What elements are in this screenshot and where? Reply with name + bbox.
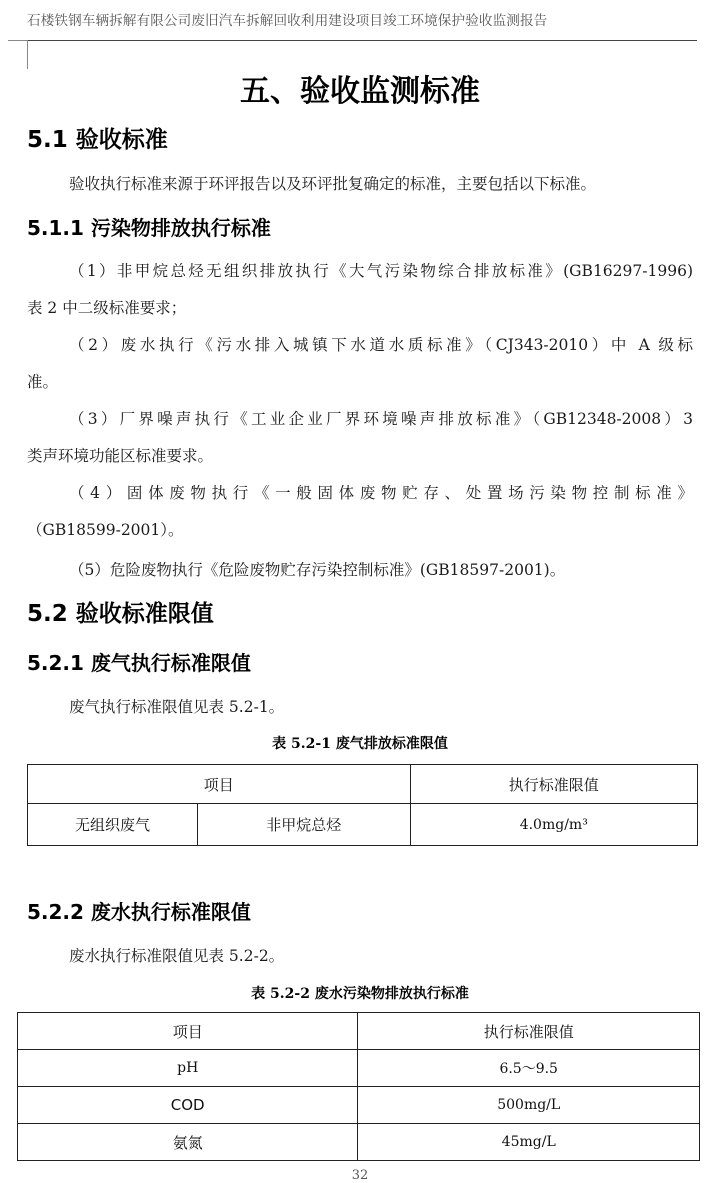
standard-item-1-line-1: （1）非甲烷总烃无组织排放执行《大气污染物综合排放标准》(GB16297-1996) [69,262,693,280]
waste-gas-limit-table [27,764,698,846]
heading-5-2: 5.2 验收标准限值 [27,601,214,627]
heading-5-2-2: 5.2.2 废水执行标准限值 [27,900,251,924]
running-header: 石楼铁钢车辆拆解有限公司废旧汽车拆解回收利用建设项目竣工环境保护验收监测报告 [27,13,548,29]
table-row [18,1050,700,1087]
table-cell-limit: 45mg/L [358,1124,700,1161]
chapter-title: 五、验收监测标准 [240,74,480,109]
standard-item-3-line-2: 类声环境功能区标准要求。 [27,447,214,465]
table-cell-category: 无组织废气 [28,804,198,846]
table-row [18,1124,700,1161]
paragraph-5-2-1-intro: 废气执行标准限值见表 5.2-1。 [69,698,285,716]
table-header-item: 项目 [18,1013,358,1050]
table-cell-item: COD [18,1087,358,1124]
page-number: 32 [351,1168,369,1183]
table-cell-item: pH [18,1050,358,1087]
standard-item-2-line-1: （2）废水执行《污水排入城镇下水道水质标准》（CJ343-2010）中 A 级标 [69,336,693,354]
margin-corner-mark [8,40,28,69]
table-header-item: 项目 [28,765,411,804]
table-5-2-1-caption: 表 5.2-1 废气排放标准限值 [272,736,448,752]
standard-item-4-line-1: （4）固体废物执行《一般固体废物贮存、处置场污染物控制标准》 [69,484,693,502]
wastewater-limit-table [17,1012,700,1161]
standard-item-5: （5）危险废物执行《危险废物贮存污染控制标准》(GB18597-2001)。 [69,561,566,579]
table-cell-item: 氨氮 [18,1124,358,1161]
header-rule [27,40,697,41]
table-header-limit: 执行标准限值 [410,765,697,804]
table-cell-limit: 500mg/L [358,1087,700,1124]
paragraph-5-1-intro: 验收执行标准来源于环评报告以及环评批复确定的标准，主要包括以下标准。 [69,175,597,193]
standard-item-4-line-2: （GB18599-2001）。 [27,521,184,539]
table-header-limit: 执行标准限值 [358,1013,700,1050]
standard-item-2-line-2: 准。 [27,373,59,391]
table-cell-limit: 6.5～9.5 [358,1050,700,1087]
table-cell-limit: 4.0mg/m³ [410,804,697,846]
table-5-2-2-caption: 表 5.2-2 废水污染物排放执行标准 [251,986,469,1002]
standard-item-3-line-1: （3）厂界噪声执行《工业企业厂界环境噪声排放标准》（GB12348-2008）3 [69,410,693,428]
table-row [18,1087,700,1124]
paragraph-5-2-2-intro: 废水执行标准限值见表 5.2-2。 [69,947,285,965]
heading-5-2-1: 5.2.1 废气执行标准限值 [27,651,251,675]
standard-item-1-line-2: 表 2 中二级标准要求； [27,299,187,317]
heading-5-1: 5.1 验收标准 [27,127,168,153]
heading-5-1-1: 5.1.1 污染物排放执行标准 [27,216,271,240]
table-cell-pollutant: 非甲烷总烃 [197,804,410,846]
